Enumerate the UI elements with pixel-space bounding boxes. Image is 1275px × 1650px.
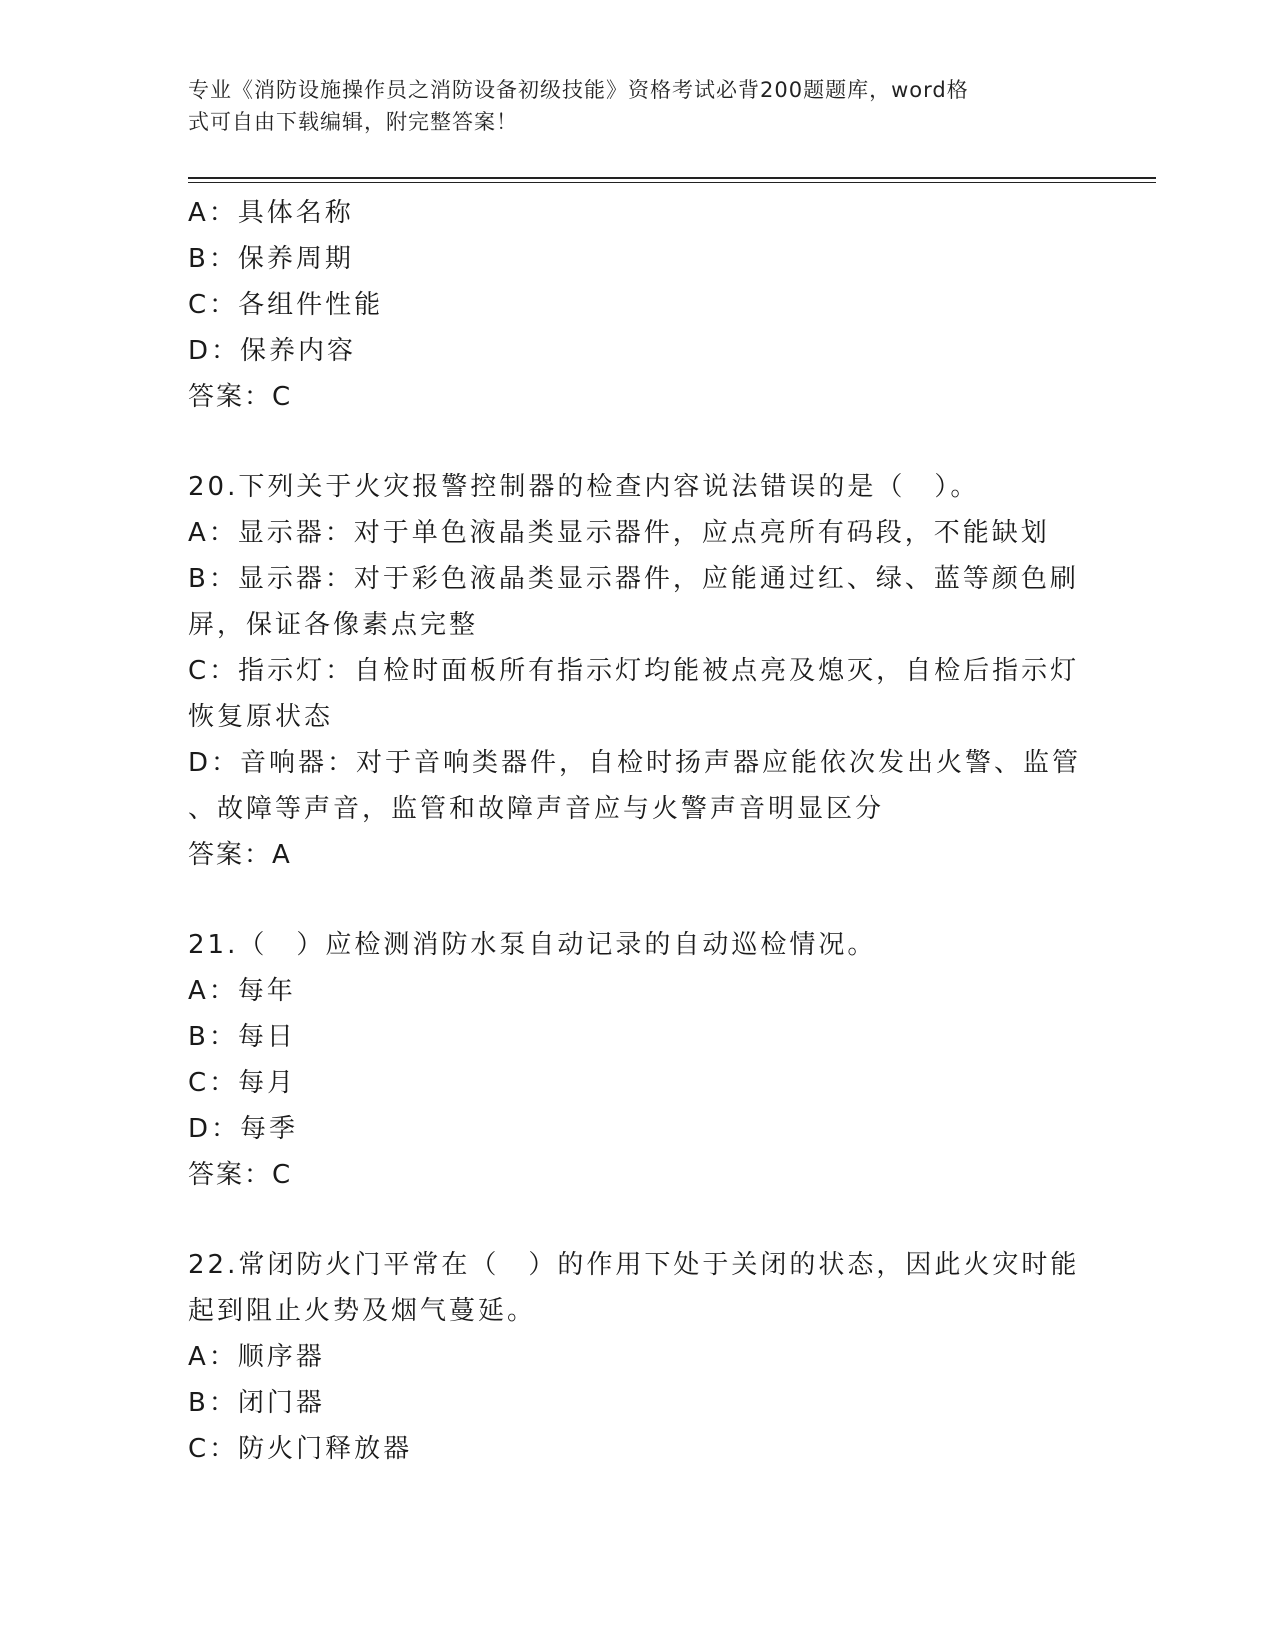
option-d: D：保养内容 (188, 336, 357, 366)
document-header (188, 74, 1068, 138)
header-divider-thick (188, 177, 1156, 179)
option-a: A：显示器：对于单色液晶类显示器件，应点亮所有码段，不能缺划 (188, 518, 1050, 548)
answer-line: 答案：A (188, 840, 292, 870)
option-a: A：顺序器 (188, 1342, 325, 1372)
option-b: B：闭门器 (188, 1388, 325, 1418)
question-21 (188, 922, 1088, 1198)
option-c: C：每月 (188, 1068, 297, 1098)
spacer (188, 420, 1088, 464)
option-c: C：各组件性能 (188, 290, 384, 320)
option-d-continued: 、故障等声音，监管和故障声音应与火警声音明显区分 (188, 794, 885, 824)
option-b-continued: 屏，保证各像素点完整 (188, 610, 479, 640)
option-d: D：每季 (188, 1114, 299, 1144)
question-19 (188, 190, 1088, 420)
question-20 (188, 464, 1088, 878)
question-text: 21.（ ）应检测消防水泵自动记录的自动巡检情况。 (188, 930, 877, 960)
spacer (188, 1198, 1088, 1242)
option-a: A：每年 (188, 976, 296, 1006)
answer-line: 答案：C (188, 1160, 293, 1190)
option-c-continued: 恢复原状态 (188, 702, 334, 732)
option-d: D：音响器：对于音响类器件，自检时扬声器应能依次发出火警、监管 (188, 748, 1082, 778)
question-text: 22.常闭防火门平常在（ ）的作用下处于关闭的状态，因此火灾时能 (188, 1250, 1080, 1280)
header-divider-thin (188, 182, 1156, 183)
option-c: C：防火门释放器 (188, 1434, 413, 1464)
question-22 (188, 1242, 1088, 1472)
option-b: B：每日 (188, 1022, 296, 1052)
spacer (188, 878, 1088, 922)
answer-line: 答案：C (188, 382, 293, 412)
question-text-continued: 起到阻止火势及烟气蔓延。 (188, 1296, 537, 1326)
option-b: B：显示器：对于彩色液晶类显示器件，应能通过红、绿、蓝等颜色刷 (188, 564, 1079, 594)
option-c: C：指示灯：自检时面板所有指示灯均能被点亮及熄灭，自检后指示灯 (188, 656, 1080, 686)
option-b: B：保养周期 (188, 244, 354, 274)
header-line-1: 专业《消防设施操作员之消防设备初级技能》资格考试必背200题题库，word格 (188, 78, 969, 102)
question-list (188, 190, 1088, 1472)
question-text: 20.下列关于火灾报警控制器的检查内容说法错误的是（ ）。 (188, 472, 980, 502)
option-a: A：具体名称 (188, 198, 354, 228)
header-line-2: 式可自由下载编辑，附完整答案！ (188, 110, 518, 134)
